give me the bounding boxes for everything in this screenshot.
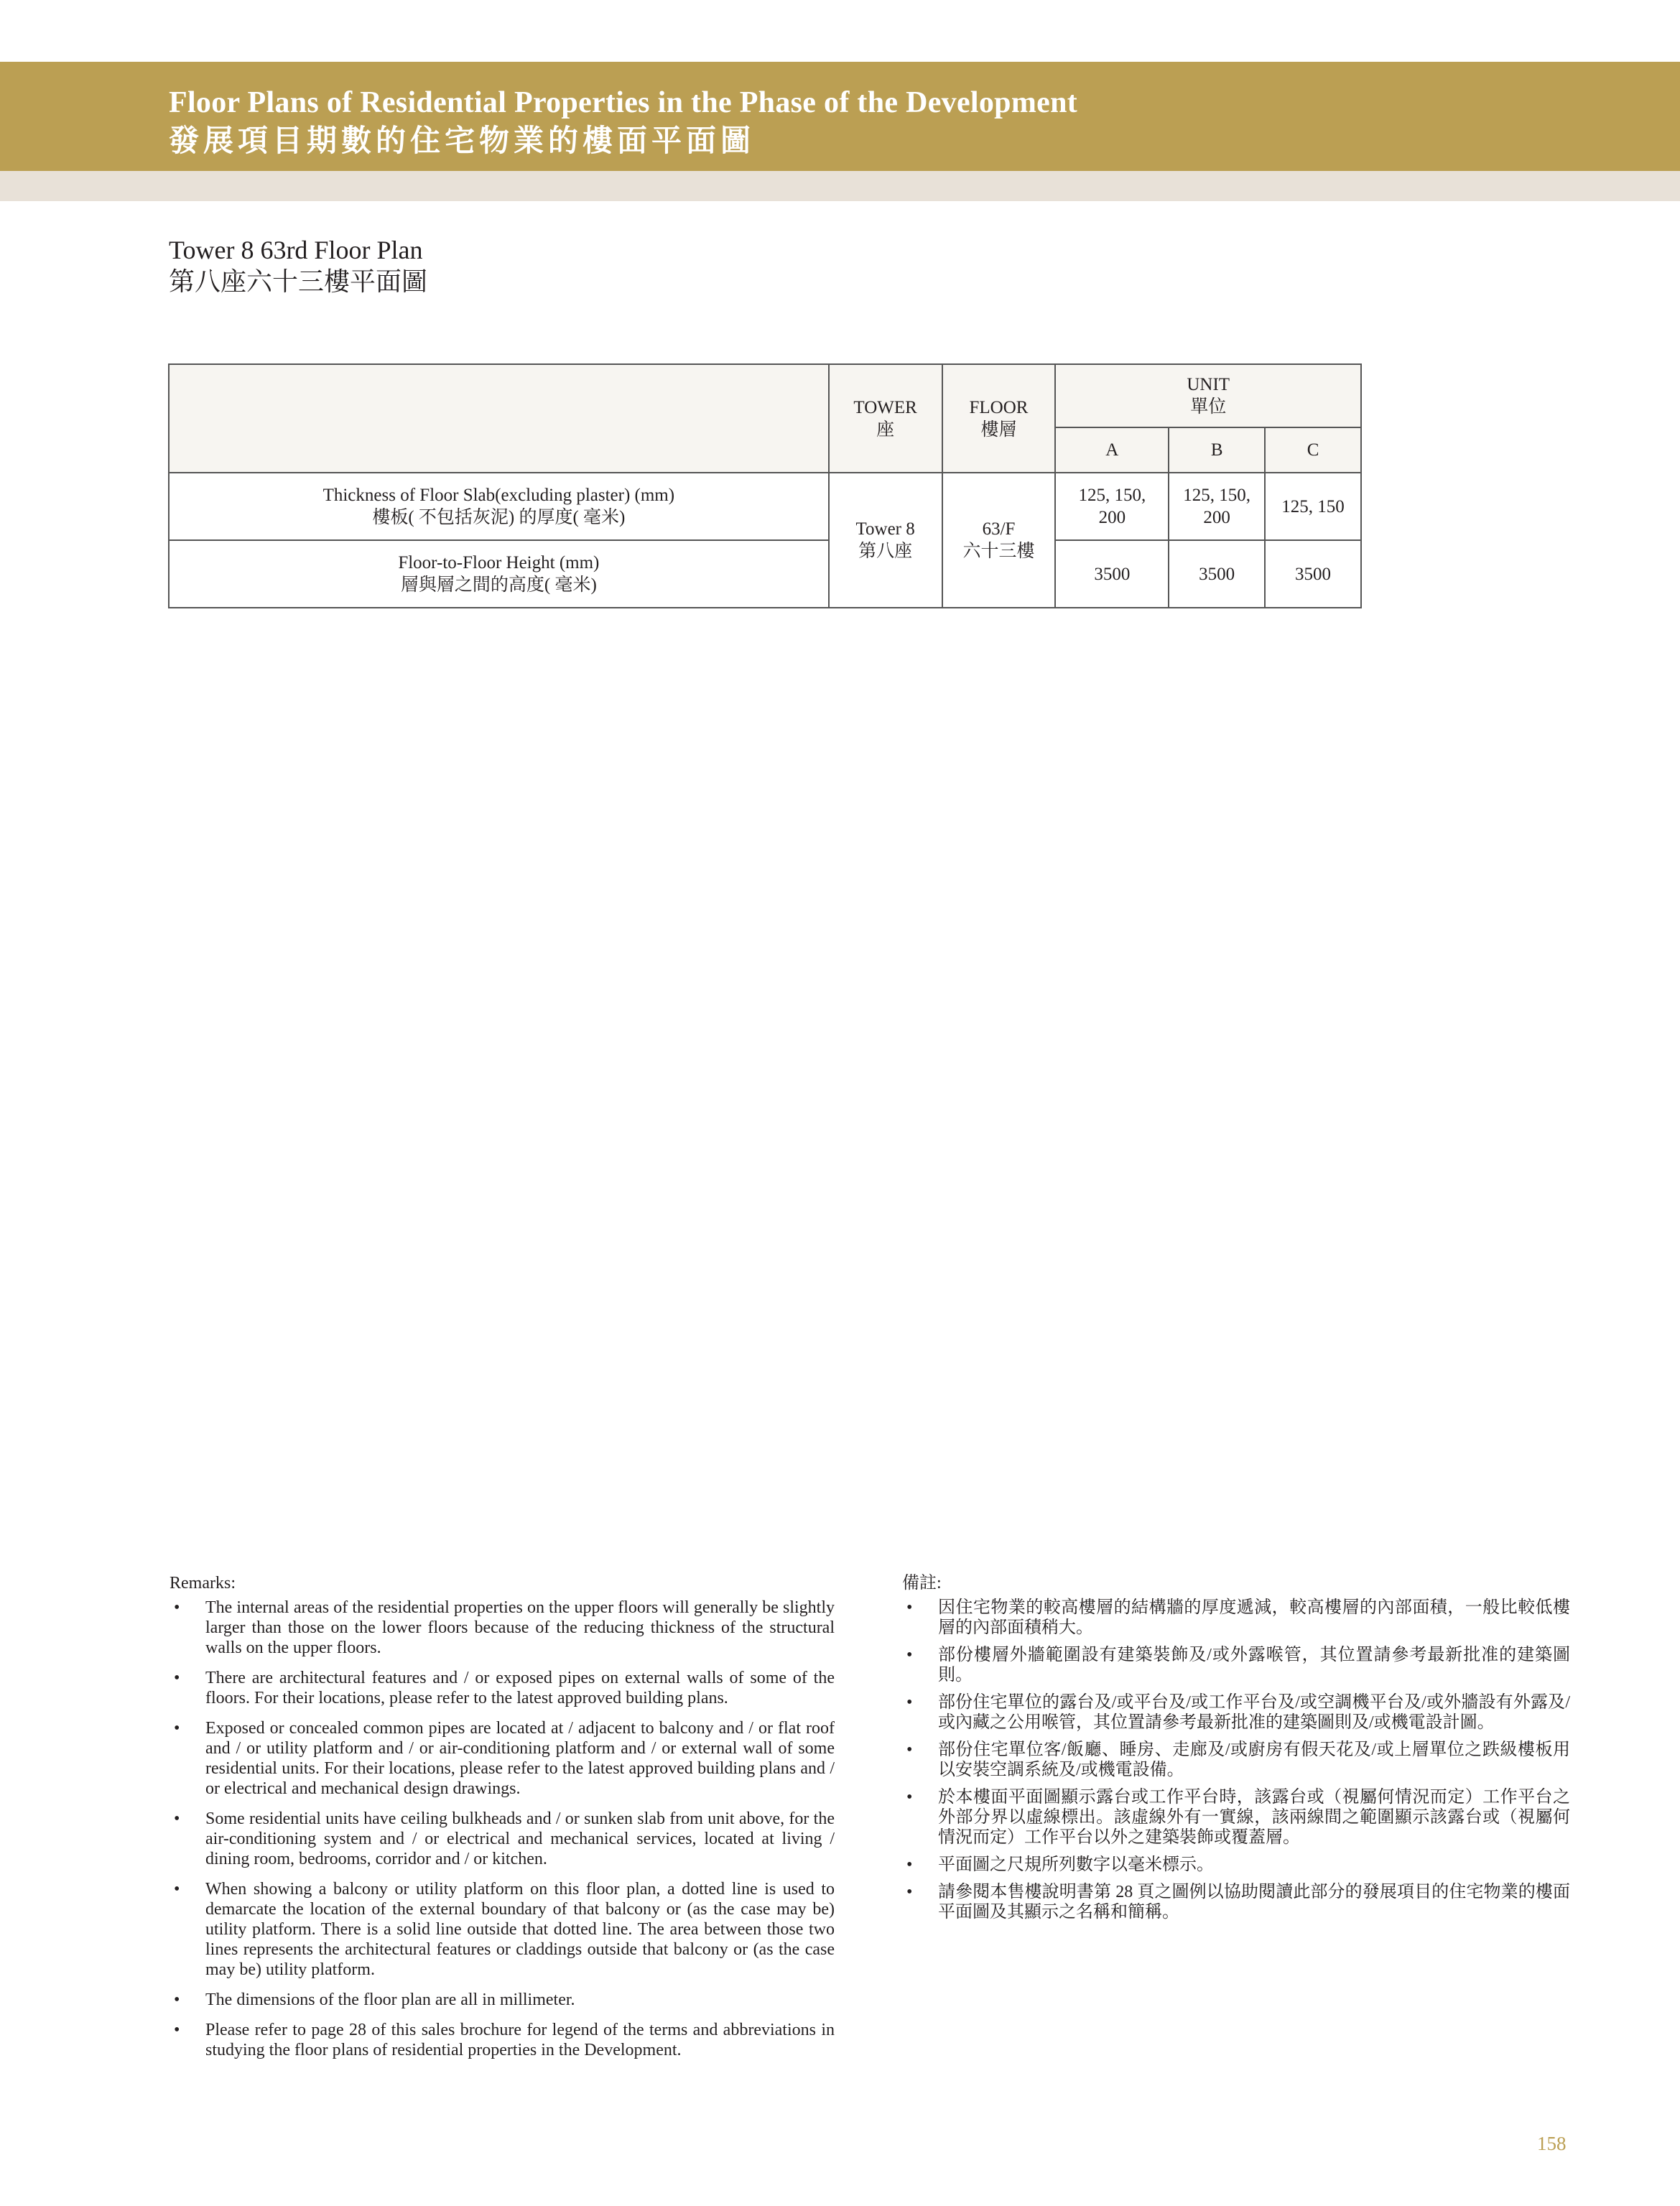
remark-item: • 部份住宅單位客/飯廳、睡房、走廊及/或廚房有假天花及/或上層單位之跌級樓板用以安裝空調系統及/或機電設備。 [906,1741,1570,1779]
banner-underline-band [0,171,1680,201]
remark-item: • Some residential units have ceiling bulkheads and / or sunken slab from unit above, for the air-conditioning system and / or electrical and mechanical services, located at living / dining room, bedrooms, corridor and / or kitchen. [174,1809,835,1868]
remarks-title-zh: 備註: [902,1574,942,1593]
remark-item: • 平面圖之尺規所列數字以毫米標示。 [906,1855,1214,1874]
remark-item: • 部份住宅單位的露台及/或平台及/或工作平台及/或空調機平台及/或外牆設有外露及/或內藏之公用喉管，其位置請參考最新批准的建築圖則及/或機電設計圖。 [906,1693,1570,1732]
floor-height-unit-c: 3500 [1265,540,1361,608]
remark-item: • 於本樓面平面圖顯示露台或工作平台時，該露台或（視屬何情況而定）工作平台之外部分界以虛線標出。該虛線外有一實線，該兩線間之範圍顯示該露台或（視屬何情況而定）工作平台以外之建築裝飾或覆蓋層。 [906,1788,1570,1847]
bullet-icon: • [174,1991,180,2009]
floor-value: 63/F 六十三樓 [942,473,1056,608]
floor-header: FLOOR 樓層 [942,364,1056,473]
remark-item: • Please refer to page 28 of this sales brochure for legend of the terms and abbreviations in studying the floor plans of residential properties in the Development. [174,2021,835,2059]
floor-height-unit-b: 3500 [1169,540,1265,608]
plan-title [169,234,427,297]
tower-header: TOWER 座 [829,364,942,473]
tower-value: Tower 8 第八座 [829,473,942,608]
banner-title-en: Floor Plans of Residential Properties in the Phase of the Development [169,86,1078,119]
bullet-icon: • [906,1646,913,1664]
banner-title-zh: 發展項目期數的住宅物業的樓面平面圖 [169,125,756,158]
unit-header: UNIT 單位 [1055,364,1361,427]
bullet-icon: • [906,1598,913,1617]
slab-thickness-label: Thickness of Floor Slab(excluding plaster) (mm) 樓板( 不包括灰泥) 的厚度( 毫米) [169,473,829,540]
floor-spec-table [168,363,1362,608]
bullet-icon: • [174,1598,180,1617]
remark-item: • 請參閱本售樓說明書第 28 頁之圖例以協助閱讀此部分的發展項目的住宅物業的樓面平面圖及其顯示之名稱和簡稱。 [906,1883,1570,1922]
bullet-icon: • [174,1809,180,1828]
bullet-icon: • [906,1693,913,1712]
bullet-icon: • [174,1880,180,1899]
bullet-icon: • [906,1883,913,1901]
remark-item: • 部份樓層外牆範圍設有建築裝飾及/或外露喉管，其位置請參考最新批准的建築圖則。 [906,1646,1570,1684]
page-banner [0,62,1680,171]
bullet-icon: • [174,1719,180,1738]
bullet-icon: • [174,1669,180,1687]
bullet-icon: • [906,1741,913,1759]
remark-item: • When showing a balcony or utility platform on this floor plan, a dotted line is used to demarcate the location of the external boundary of that balcony or (as the case may be) utility platform. There is a solid line outside that dotted line. The area between those two lines represents the architectural features or claddings outside that balcony or (as the case may be) utility platform. [174,1880,835,1979]
slab-thickness-unit-c: 125, 150 [1265,473,1361,540]
plan-title-en: Tower 8 63rd Floor Plan [169,236,423,264]
bullet-icon: • [906,1788,913,1807]
unit-b-header: B [1169,427,1265,473]
remarks-title-en: Remarks: [170,1574,236,1593]
slab-thickness-unit-a: 125, 150, 200 [1055,473,1169,540]
remark-item: • Exposed or concealed common pipes are located at / adjacent to balcony and / or flat roof and / or utility platform and / or air-conditioning platform and / or external wall of some residential units. For their locations, please refer to the latest approved building plans and / or electrical and mechanical design drawings. [174,1719,835,1798]
remark-item: • The internal areas of the residential properties on the upper floors will generally be slightly larger than those on the lower floors because of the reducing thickness of the structural walls on the upper floors. [174,1598,835,1657]
remarks-english [170,1573,835,2070]
bullet-icon: • [906,1855,913,1874]
floor-height-label: Floor-to-Floor Height (mm) 層與層之間的高度( 毫米) [169,540,829,608]
slab-thickness-unit-b: 125, 150, 200 [1169,473,1265,540]
bullet-icon: • [174,2021,180,2039]
unit-a-header: A [1055,427,1169,473]
floor-height-unit-a: 3500 [1055,540,1169,608]
page-number: 158 [1537,2133,1567,2154]
remark-item: • The dimensions of the floor plan are all in millimeter. [174,1991,575,2009]
table-corner-cell [169,364,829,473]
remark-item: • 因住宅物業的較高樓層的結構牆的厚度遞減，較高樓層的內部面積，一般比較低樓層的內部面積稍大。 [906,1598,1570,1637]
unit-c-header: C [1265,427,1361,473]
remarks-chinese [902,1573,1570,1929]
plan-title-zh: 第八座六十三樓平面圖 [169,267,428,296]
remark-item: • There are architectural features and / or exposed pipes on external walls of some of the floors. For their locations, please refer to the latest approved building plans. [174,1669,835,1707]
